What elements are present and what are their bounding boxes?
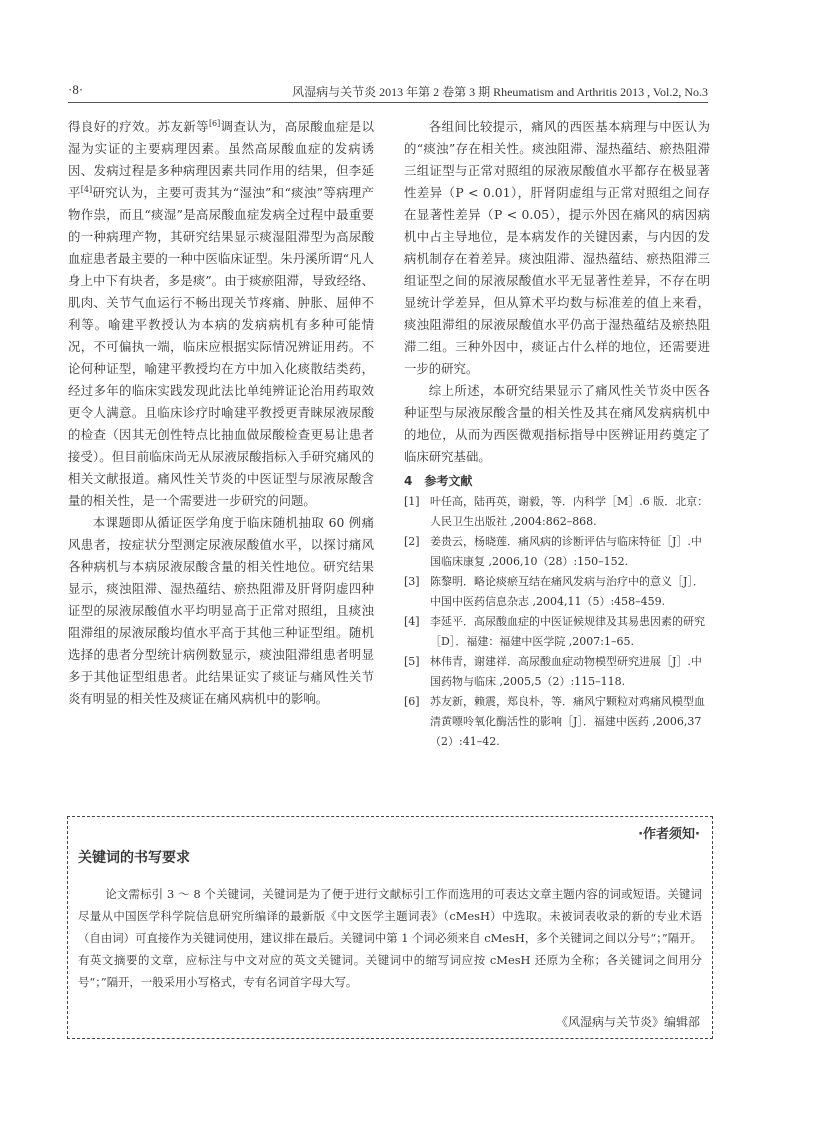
right-paragraph-1: 各组间比较提示，痛风的西医基本病理与中医认为的“痰浊”存在相关性。痰浊阻滞、湿热蕴结、瘀热阻滞三组证型与正常对照组的尿液尿酸值水平都存在极显著性差异（P < 0.01），肝肾阴虚组与正常对照组之间存在显著性差异（P < 0.05），提示外因在痛风的病因病机中占主导地位，是本病发作的关键因素，与内因的发病机制存在着差异。痰浊阻滞、湿热蕴结、瘀热阻滞三组证型之间的尿液尿酸值水平无显著性差异，不存在明显统计学差异，但从算术平均数与标准差的值上来看，痰浊阻滞组的尿液尿酸值水平仍高于湿热蕴结及瘀热阻滞二组。三种外因中，痰证占什么样的地位，还需要进一步的研究。 [404, 119, 710, 376]
reference-number: [3] [404, 575, 420, 588]
text-run: 研究认为，主要可责其为“湿浊”和“痰浊”等病理产物作祟，而且“痰湿”是高尿酸血症发病全过程中最重要的一种病理产物，其研究结果显示痰湿阻滞型为高尿酸血症患者最主要的一种中医临床证型。朱丹溪所谓“凡人身上中下有块者，多是痰”。由于痰瘀阻滞，导致经络、肌肉、关节气血运行不畅出现关节疼痛、肿胀、屈伸不利等。喻建平教授认为本病的发病病机有多种可能情况，不可偏执一端，临床应根据实际情况辨证用药。不论何种证型，喻建平教授均在方中加入化痰散结类药，经过多年的临床实践发现此法比单纯辨证论治用药取效更令人满意。且临床诊疗时喻建平教授更青睐尿液尿酸的检查（因其无创性特点比抽血做尿酸检查更易让患者接受）。但目前临床尚无从尿液尿酸指标入手研究痛风的相关文献报道。痛风性关节炎的中医证型与尿液尿酸含量的相关性，是一个需要进一步研究的问题。 [68, 185, 375, 508]
text-run: 调查认为，高尿酸血症是以湿为实证的主要病理因素。虽然高尿酸血症的发病诱因、发病过程是多种病理因素共同作用的结果，但李延平 [68, 119, 375, 200]
right-column [404, 116, 710, 752]
author-notice-box [67, 816, 713, 1039]
reference-text: 姜贵云，杨晓莲．痛风病的诊断评估与临床特征［J］.中国临床康复 ,2006,10（28）:150–152. [430, 535, 702, 568]
notice-title: 关键词的书写要求 [78, 850, 190, 866]
reference-number: [6] [404, 695, 420, 708]
citation: [6] [208, 118, 221, 128]
left-column [68, 116, 374, 710]
citation: [4] [80, 184, 93, 194]
reference-number: [2] [404, 535, 420, 548]
running-header [68, 80, 708, 103]
references-heading: 4 参考文献 [404, 474, 473, 488]
reference-text: 苏友新，赖震，郑良朴，等．痛风宁颗粒对鸡痛风模型血清黄嘌呤氧化酶活性的影响［J］．福建中医药 ,2006,37（2）:41–42. [430, 695, 705, 748]
reference-number: [1] [404, 495, 420, 508]
notice-body: 论文需标引 3 ～ 8 个关键词，关键词是为了便于进行文献标引工作而选用的可表达文章主题内容的词或短语。关键词尽量从中国医学科学院信息研究所编译的最新版《中文医学主题词表》（cMesH）中选取。未被词表收录的新的专业术语（自由词）可直接作为关键词使用，建议排在最后。关键词中第 1 个词必须来自 cMesH，多个关键词之间以分号“；”隔开。有英文摘要的文章，应标注与中文对应的英文关键词。关键词中的缩写词应按 cMesH 还原为全称；各关键词之间用分号“；”隔开，一般采用小写格式，专有名词首字母大写。 [78, 887, 702, 989]
reference-item [404, 532, 710, 572]
notice-tag: ·作者须知· [638, 827, 700, 842]
reference-item [404, 492, 710, 532]
page-number: ·8· [68, 82, 84, 97]
reference-item [404, 572, 710, 612]
reference-item [404, 652, 710, 692]
reference-text: 陈黎明．略论痰瘀互结在痛风发病与治疗中的意义［J］．中国中医药信息杂志 ,2004,11（5）:458–459. [430, 575, 704, 608]
reference-text: 李延平．高尿酸血症的中医证候规律及其易患因素的研究［D］．福建：福建中医学院 ,2007:1–65. [430, 615, 705, 648]
reference-list [404, 492, 710, 752]
reference-item [404, 612, 710, 652]
right-paragraph-2: 综上所述，本研究结果显示了痛风性关节炎中医各种证型与尿液尿酸含量的相关性及其在痛风发病病机中的地位，从而为西医微观指标指导中医辨证用药奠定了临床研究基础。 [404, 383, 710, 464]
reference-number: [4] [404, 615, 420, 628]
reference-item [404, 692, 710, 752]
left-paragraph-1 [68, 116, 374, 512]
text-run: 得良好的疗效。苏友新等 [68, 119, 209, 134]
reference-text: 叶任高，陆再英，谢毅，等．内科学［M］.6 版．北京：人民卫生出版社 ,2004:862–868. [430, 495, 709, 528]
reference-number: [5] [404, 655, 420, 668]
journal-title: 风湿病与关节炎 2013 年第 2 卷第 3 期 Rheumatism and Arthritis 2013 , Vol.2, No.3 [292, 85, 708, 99]
reference-text: 林伟青，谢建祥．高尿酸血症动物模型研究进展［J］.中国药物与临床 ,2005,5（2）:115–118. [430, 655, 702, 688]
notice-signature: 《风湿病与关节炎》编辑部 [555, 1015, 700, 1029]
left-paragraph-2: 本课题即从循证医学角度于临床随机抽取 60 例痛风患者，按症状分型测定尿液尿酸值水平，以探讨痛风各种病机与本病尿液尿酸含量的相关性地位。研究结果显示，痰浊阻滞、湿热蕴结、瘀热阻滞及肝肾阴虚四种证型的尿液尿酸值水平均明显高于正常对照组，且痰浊阻滞组的尿液尿酸均值水平高于其他三种证型组。随机选择的患者分型统计病例数显示，痰浊阻滞组患者明显多于其他证型组患者。此结果证实了痰证与痛风性关节炎有明显的相关性及痰证在痛风病机中的影响。 [68, 515, 374, 706]
